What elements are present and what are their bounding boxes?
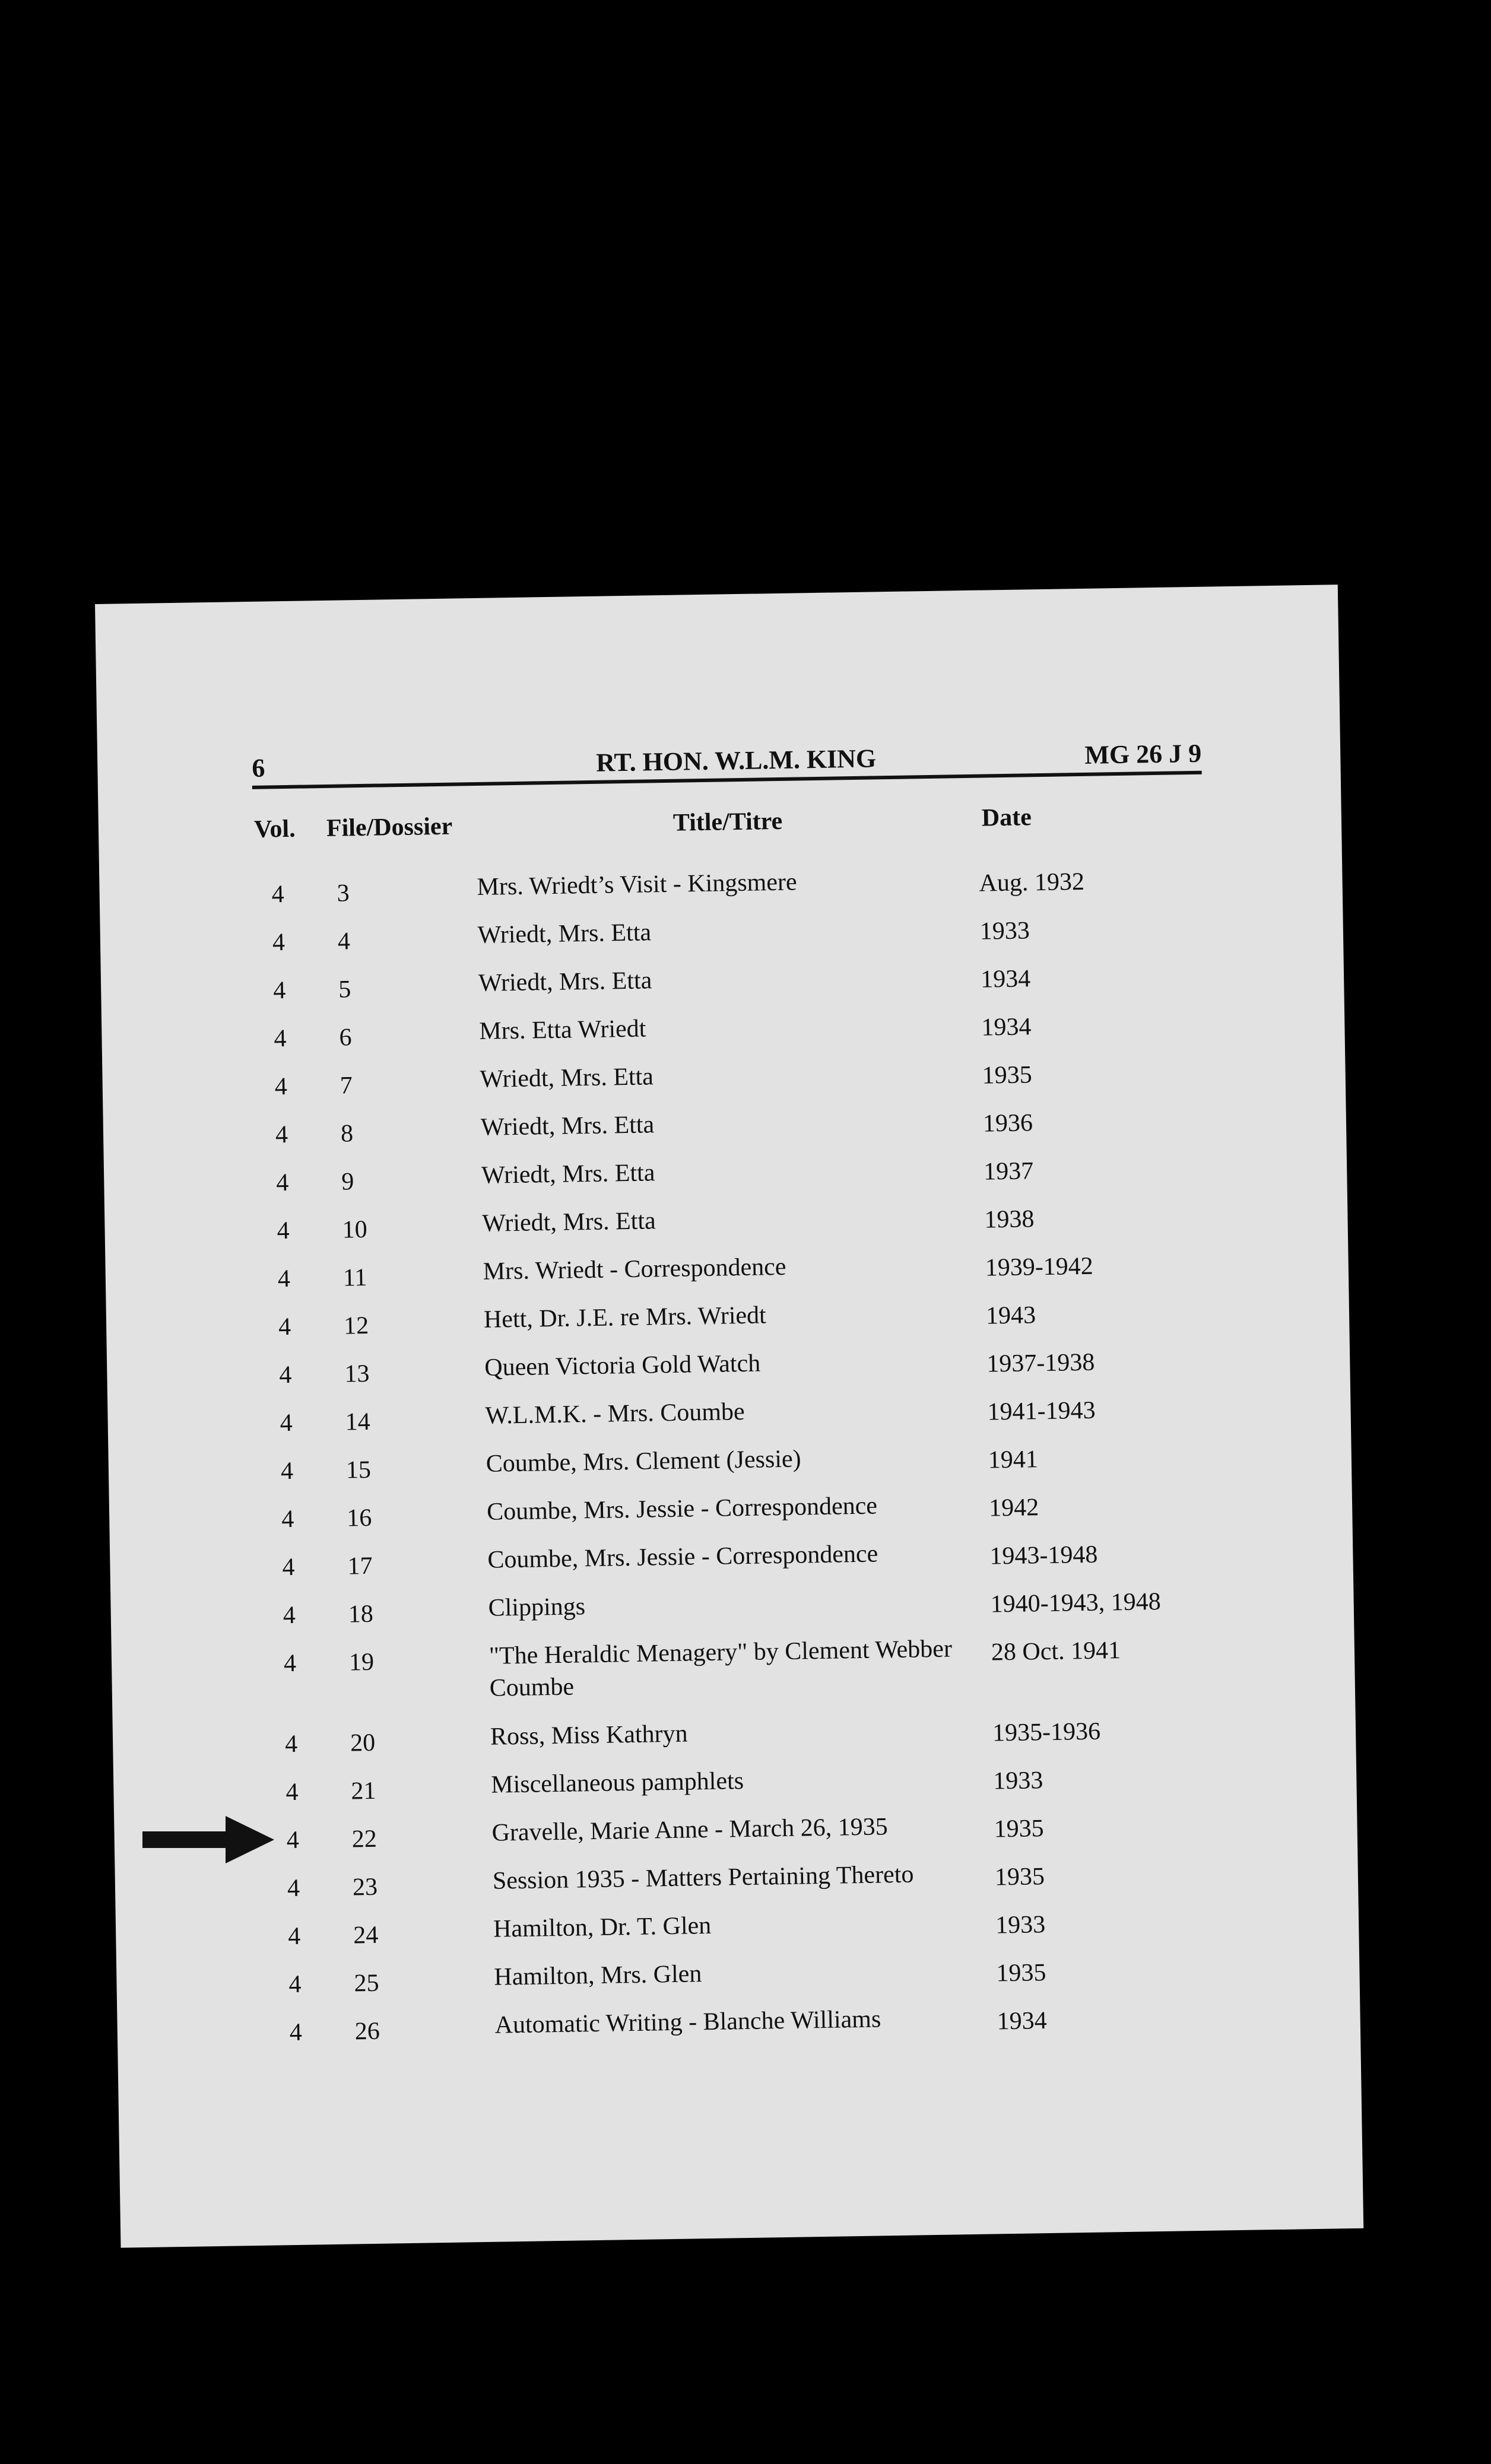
row-file: 4: [337, 928, 351, 955]
row-vol: 4: [271, 881, 285, 909]
row-vol: 4: [287, 1922, 301, 1951]
row-title: Miscellaneous pamphlets: [490, 1767, 744, 1799]
row-date: Aug. 1932: [979, 868, 1085, 897]
arrow-pointer-icon: [142, 1816, 274, 1863]
row-title: "The Heraldic Menagery" by Clement Webber Coumbe: [488, 1635, 953, 1702]
row-date: 1943: [985, 1301, 1036, 1330]
row-date: 1935: [982, 1061, 1033, 1090]
row-vol: 4: [286, 1826, 300, 1855]
row-file: 10: [342, 1215, 367, 1244]
row-date: 1941-1943: [987, 1396, 1096, 1426]
row-date: 1934: [980, 965, 1031, 993]
row-vol: 4: [283, 1601, 296, 1630]
row-date: 1941: [988, 1446, 1039, 1474]
column-header-vol: Vol.: [253, 815, 296, 843]
row-file: 26: [354, 2017, 380, 2046]
row-title: W.L.M.K. - Mrs. Coumbe: [485, 1398, 745, 1430]
row-file: 24: [353, 1921, 379, 1949]
row-vol: 4: [289, 2018, 303, 2047]
row-title: Wriedt, Mrs. Etta: [481, 1159, 655, 1189]
row-file: 23: [352, 1873, 378, 1901]
row-date: 1935: [994, 1863, 1045, 1891]
row-vol: 4: [272, 929, 285, 957]
row-file: 5: [338, 976, 351, 1004]
row-vol: 4: [278, 1313, 291, 1341]
row-vol: 4: [285, 1778, 299, 1806]
row-title: Queen Victoria Gold Watch: [484, 1350, 761, 1382]
row-date: 1935: [996, 1959, 1046, 1987]
collection-reference: MG 26 J 9: [1084, 738, 1202, 770]
row-file: 25: [354, 1969, 379, 1998]
row-vol: 4: [277, 1265, 291, 1293]
row-vol: 4: [281, 1505, 294, 1533]
row-vol: 4: [284, 1730, 298, 1758]
row-title: Wriedt, Mrs. Etta: [477, 919, 652, 949]
row-title: Mrs. Etta Wriedt: [479, 1015, 646, 1045]
row-title: Session 1935 - Matters Pertaining Thereto: [492, 1860, 914, 1895]
row-file: 13: [344, 1360, 370, 1388]
row-title: Hamilton, Dr. T. Glen: [493, 1911, 712, 1943]
row-vol: 4: [280, 1409, 293, 1437]
row-file: 21: [351, 1777, 376, 1805]
row-title: Wriedt, Mrs. Etta: [478, 967, 652, 997]
row-title: Hett, Dr. J.E. re Mrs. Wriedt: [483, 1301, 767, 1333]
column-header-file: File/Dossier: [326, 812, 453, 842]
row-vol: 4: [274, 1025, 287, 1053]
row-date: 1933: [992, 1767, 1043, 1795]
row-date: 1942: [988, 1494, 1039, 1522]
row-file: 20: [350, 1729, 376, 1757]
row-date: 1933: [979, 917, 1030, 945]
row-title: Gravelle, Marie Anne - March 26, 1935: [491, 1813, 889, 1847]
row-title: Coumbe, Mrs. Jessie - Correspondence: [487, 1540, 878, 1574]
row-vol: 4: [287, 1874, 300, 1903]
row-file: 19: [348, 1648, 375, 1676]
row-date: 1933: [995, 1911, 1046, 1939]
row-vol: 4: [280, 1457, 294, 1485]
row-vol: 4: [275, 1169, 289, 1197]
row-date: 1938: [984, 1205, 1035, 1234]
row-file: 16: [346, 1504, 372, 1532]
row-date: 1940-1943, 1948: [990, 1588, 1161, 1618]
page-header: [252, 735, 1202, 789]
row-file: 9: [341, 1168, 354, 1196]
row-vol: 4: [277, 1217, 290, 1245]
row-vol: 4: [288, 1970, 302, 1999]
row-file: 6: [339, 1024, 352, 1052]
row-file: 3: [337, 879, 350, 907]
page-number: 6: [251, 753, 265, 783]
row-file: 7: [340, 1072, 353, 1100]
row-date: 1934: [997, 2007, 1048, 2036]
row-date: 1936: [982, 1109, 1033, 1138]
row-file: 11: [342, 1263, 367, 1292]
column-header-title: Title/Titre: [672, 807, 783, 837]
row-date: 1935-1936: [992, 1717, 1101, 1747]
row-date: 1935: [994, 1815, 1044, 1843]
row-vol: 4: [272, 977, 286, 1005]
row-title: Wriedt, Mrs. Etta: [480, 1111, 655, 1141]
row-title: Clippings: [488, 1593, 586, 1622]
row-date: 1939-1942: [985, 1252, 1094, 1282]
column-header-date: Date: [981, 804, 1032, 832]
row-title: Wriedt, Mrs. Etta: [480, 1063, 654, 1093]
row-title: Wriedt, Mrs. Etta: [482, 1207, 656, 1237]
row-vol: 4: [279, 1361, 292, 1389]
row-title: Automatic Writing - Blanche Williams: [494, 2005, 881, 2039]
row-date: 1943-1948: [989, 1541, 1098, 1570]
page-title: RT. HON. W.L.M. KING: [595, 744, 877, 777]
row-vol: 4: [274, 1073, 288, 1101]
row-title: Mrs. Wriedt - Correspondence: [483, 1253, 786, 1285]
file-list: [99, 858, 1360, 2063]
row-file: 15: [345, 1456, 372, 1484]
row-title: Hamilton, Mrs. Glen: [494, 1960, 702, 1991]
row-date: 1937-1938: [986, 1348, 1095, 1378]
row-file: 14: [345, 1408, 371, 1436]
row-file: 18: [348, 1600, 374, 1628]
row-date: 28 Oct. 1941: [991, 1637, 1121, 1666]
row-file: 8: [340, 1120, 354, 1148]
row-file: 12: [343, 1312, 369, 1340]
row-vol: 4: [282, 1553, 295, 1582]
row-file: 22: [351, 1825, 377, 1853]
row-title: Mrs. Wriedt’s Visit - Kingsmere: [477, 868, 797, 901]
row-title: Coumbe, Mrs. Clement (Jessie): [486, 1445, 801, 1478]
document-page: [95, 585, 1363, 2248]
row-title: Coumbe, Mrs. Jessie - Correspondence: [486, 1492, 878, 1526]
row-vol: 4: [275, 1121, 288, 1149]
row-file: 17: [347, 1552, 373, 1580]
row-vol: 4: [283, 1649, 297, 1678]
row-date: 1934: [981, 1013, 1032, 1042]
row-title: Ross, Miss Kathryn: [490, 1720, 688, 1751]
row-date: 1937: [983, 1157, 1034, 1186]
